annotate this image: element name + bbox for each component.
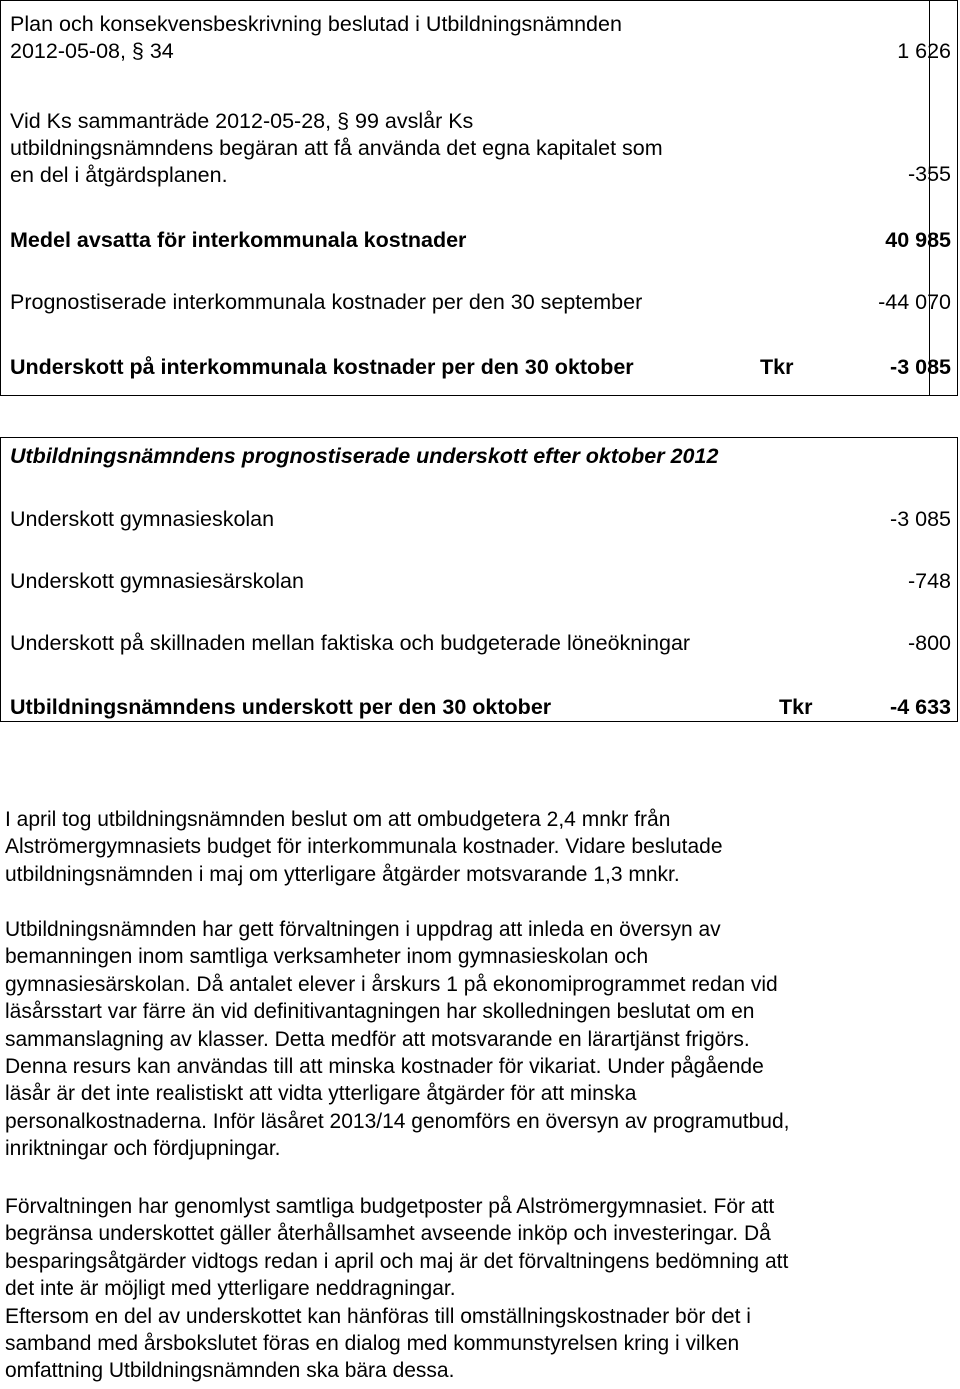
budget-table [0, 0, 958, 396]
row-total-label: Utbildningsnämndens underskott per den 30 oktober [10, 695, 552, 719]
paragraph-oversyn: Utbildningsnämnden har gett förvaltningen i uppdrag att inleda en översyn av bemanningen inom samtliga verksamheter inom gymnasieskolan och gymnasiesärskolan. Då antalet elever i årskurs 1 på ekonomiprogrammet redan vid läsårsstart var färre än vid definitivantagningen har skolledningen beslutat om en sammanslagning av klasser. Detta medför att motsvarande en lärartjänst frigörs. Denna resurs kan användas till att minska kostnader för vikariat. Under pågående läsår är det inte realistiskt att vidta ytterligare åtgärder för att minska personalkostnaderna. Inför läsåret 2013/14 genomförs en översyn av programutbud, inriktningar och fördjupningar. [5, 918, 790, 1161]
row-underskott-unit: Tkr [760, 355, 794, 379]
row-plan-label: Plan och konsekvensbeskrivning beslutad i Utbildningsnämnden 2012-05-08, § 34 [10, 12, 622, 63]
row-total-value: -4 633 [890, 695, 951, 719]
row-gymnasieskolan-value: -3 085 [890, 507, 951, 531]
deficit-table-heading: Utbildningsnämndens prognostiserade underskott efter oktober 2012 [10, 444, 719, 468]
paragraph-forvaltningen: Förvaltningen har genomlyst samtliga budgetposter på Alströmergymnasiet. För att begränsa underskottet gäller återhållsamhet avseende inköp och investeringar. Då besparingsåtgärder vidtogs redan i april och maj är det förvaltningens bedömning att det inte är möjligt med ytterligare neddragningar. Eftersom en del av underskottet kan hänföras till omställningskostnader bör det i samband med årsbokslutet föras en dialog med kommunstyrelsen kring i vilken omfattning Utbildningsnämnden ska bära dessa. [5, 1195, 789, 1383]
row-gymnasiesarskolan-label: Underskott gymnasiesärskolan [10, 569, 304, 593]
row-prognos-value: -44 070 [878, 290, 951, 314]
row-ks-value: -355 [907, 162, 951, 186]
paragraph-april: I april tog utbildningsnämnden beslut om att ombudgetera 2,4 mnkr från Alströmergymnasiets budget för interkommunala kostnader. Vidare beslutade utbildningsnämnden i maj om ytterligare åtgärder motsvarande 1,3 mnkr. [5, 808, 723, 886]
row-medel-label: Medel avsatta för interkommunala kostnader [10, 228, 467, 252]
row-ks-label: Vid Ks sammanträde 2012-05-28, § 99 avslår Ks utbildningsnämndens begäran att få använda det egna kapitalet som en del i åtgärdsplanen. [10, 109, 663, 187]
row-gymnasieskolan-label: Underskott gymnasieskolan [10, 507, 275, 531]
row-medel-value: 40 985 [885, 228, 951, 252]
row-plan-value: 1 626 [897, 39, 951, 63]
row-underskott-label: Underskott på interkommunala kostnader per den 30 oktober [10, 355, 634, 379]
row-gymnasiesarskolan-value: -748 [907, 569, 951, 593]
row-prognos-label: Prognostiserade interkommunala kostnader per den 30 september [10, 290, 643, 314]
row-loneokningar-value: -800 [907, 631, 951, 655]
deficit-table [0, 437, 958, 722]
row-total-unit: Tkr [779, 695, 813, 719]
row-loneokningar-label: Underskott på skillnaden mellan faktiska och budgeterade löneökningar [10, 631, 691, 655]
row-underskott-value: -3 085 [890, 355, 951, 379]
